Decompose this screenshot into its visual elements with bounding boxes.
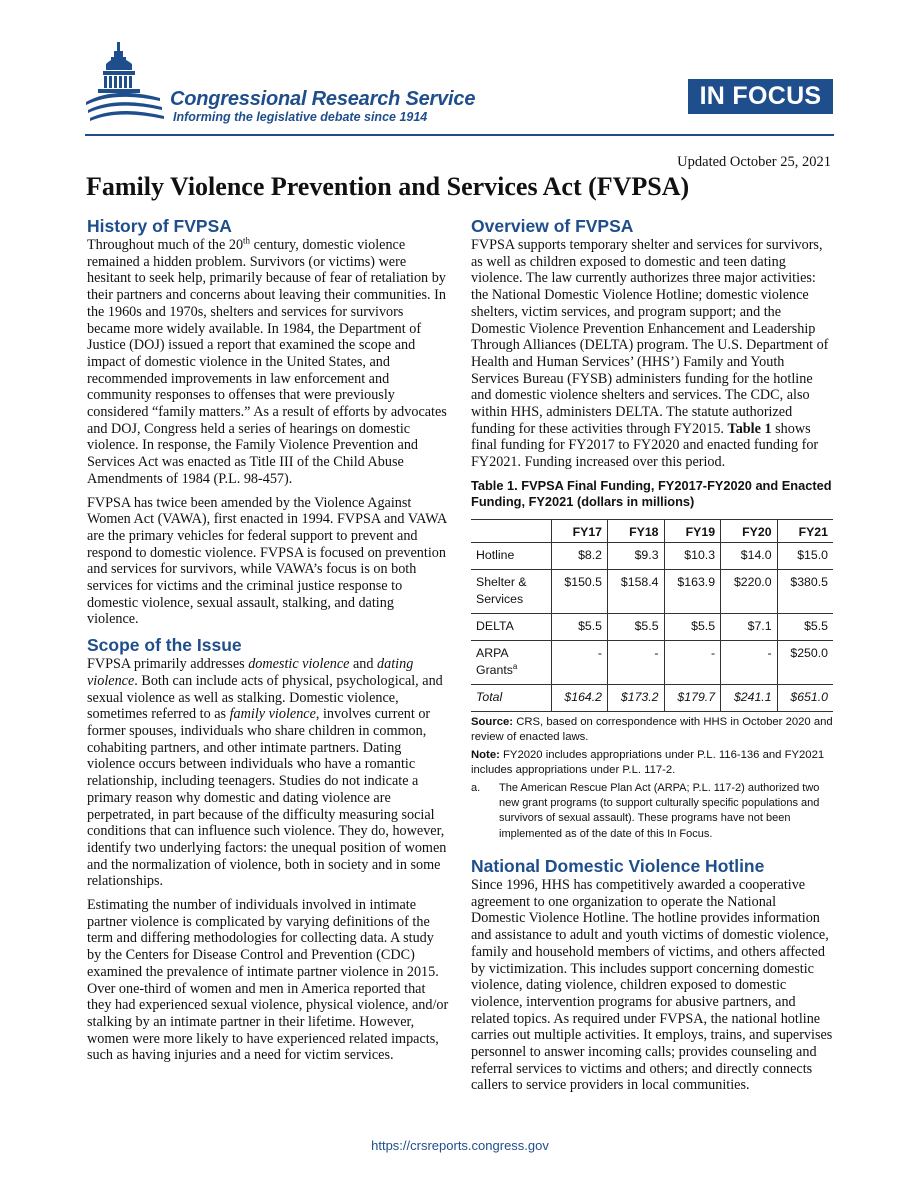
right-column (471, 214, 833, 1101)
column-header: FY20 (721, 519, 778, 542)
table-row (471, 640, 833, 684)
paragraph-vawa: FVPSA has twice been amended by the Violence Against Women Act (VAWA), first enacted in 1994. FVPSA and VAWA are the primary vehicles for federal support to prevent and respond to domestic violence. FVPSA is focused on prevention and services for survivors, while VAWA’s focus is on both services for victims and the criminal justice response to domestic violence, sexual assault, stalking, and dating violence. (87, 494, 447, 628)
row-label-text: ARPA Grants (476, 645, 513, 677)
row-label: DELTA (471, 613, 551, 640)
table-cell: $9.3 (608, 542, 665, 569)
table-cell: $5.5 (608, 613, 665, 640)
text-run: and (349, 656, 378, 673)
row-label: Shelter & Services (471, 569, 551, 613)
table-notes (471, 715, 833, 842)
paragraph-hotline: Since 1996, HHS has competitively awarded a cooperative agreement to one organization to operate the National Domestic Violence Hotline. The hotline provides information and assistance to adult and youth victims of domestic violence, family and household members of victims, and others affected by victimization. This includes support concerning domestic violence, dating violence, children exposed to domestic violence, intervention programs for abusive partners, and related topics. As required under FVPSA, the national hotline carries out multiple activities. It employs, trains, and supervises personnel to answer incoming calls; provides counseling and referral services to victims and others; and directly connects callers to service providers in local communities. (471, 877, 833, 1094)
paragraph-estimating: Estimating the number of individuals involved in intimate partner violence is complicated by varying definitions of the term and differing methodologies for collecting data. A study by the Centers for Disease Control and Prevention (CDC) examined the prevalence of intimate partner violence in 2015. Over one-third of women and men in America reported that they had experienced sexual violence, physical violence, and/or stalking by an intimate partner in their lifetime. However, women were more likely to have experienced related impacts, such as having injuries and a need for victim services. (87, 897, 449, 1064)
table-row (471, 569, 833, 613)
table-cell: $5.5 (551, 613, 608, 640)
capitol-dome-icon (84, 40, 166, 130)
left-column (87, 214, 449, 1071)
table-cell: $10.3 (664, 542, 721, 569)
table-cell: - (608, 640, 665, 684)
table-row (471, 542, 833, 569)
org-tagline: Informing the legislative debate since 1914 (173, 110, 428, 124)
row-label: Hotline (471, 542, 551, 569)
footnote-mark: a. (471, 781, 481, 794)
table-row (471, 613, 833, 640)
italic-term: domestic violence (248, 656, 350, 673)
in-focus-badge: IN FOCUS (688, 79, 833, 114)
table-cell: $14.0 (721, 542, 778, 569)
page-header (0, 0, 920, 140)
footnote-marker: a (512, 661, 518, 671)
section-heading-scope: Scope of the Issue (87, 635, 242, 656)
column-header: FY17 (551, 519, 608, 542)
source-label: Source: (471, 715, 514, 728)
section-heading-history: History of FVPSA (87, 216, 232, 236)
table-cell: $5.5 (777, 613, 833, 640)
table-cell: $250.0 (777, 640, 833, 684)
table-header-row (471, 519, 833, 542)
updated-date: Updated October 25, 2021 (677, 154, 831, 170)
table-cell: $15.0 (777, 542, 833, 569)
table-cell: $173.2 (608, 684, 665, 711)
header-divider (85, 134, 834, 136)
table-cell: $241.1 (721, 684, 778, 711)
text-run: , involves current or former spouses, individuals who share children in common, cohabiting partners, and other intimate partners. Dating violence occurs between individuals who have a romantic relationship, including teenagers. Studies do not indicate a primary reason why domestic and dating violence are perpetrated, in part because of the difficulty measuring social conditions that can influence such violence. They do, however, identify two underlying factors: the unequal position of women and the normalization of violence, both in society and in some relationships. (87, 706, 447, 890)
table-cell: $380.5 (777, 569, 833, 613)
table-cell: - (721, 640, 778, 684)
table-caption: Table 1. FVPSA Final Funding, FY2017-FY2020 and Enacted Funding, FY2021 (dollars in millions) (471, 477, 832, 509)
document-title: Family Violence Prevention and Services Act (FVPSA) (86, 172, 690, 201)
note-text: FY2020 includes appropriations under P.L. 116-136 and FY2021 includes appropriations under P.L. 117-2. (471, 748, 825, 777)
paragraph-scope (87, 656, 449, 890)
table-cell: - (551, 640, 608, 684)
source-text: CRS, based on correspondence with HHS in October 2020 and review of enacted laws. (471, 715, 833, 744)
column-header: FY19 (664, 519, 721, 542)
paragraph-history (87, 237, 449, 488)
table-note (471, 748, 833, 779)
org-name: Congressional Research Service (170, 88, 476, 110)
footer-link[interactable]: https://crsreports.congress.gov (371, 1138, 549, 1153)
text-run: FVPSA supports temporary shelter and services for survivors, as well as children exposed to domestic and teen dating violence. The law currently authorizes three major activities: the National Domestic Violence Hotline; domestic violence shelters, victim services, and program support; and the Domestic Violence Prevention Enhancement and Leadership Through Alliances (DELTA) program. The U.S. Department of Health and Human Services’ (HHS’) Family and Youth Services Bureau (FYSB) administers funding for the hotline and domestic violence shelters and services. The CDC, also within HHS, administers DELTA. The statute authorized funding for these activities through FY2015. (471, 237, 829, 437)
text-run: shows final funding for FY2017 to FY2020 and enacted funding for FY2021. Funding increased over this period. (471, 420, 819, 471)
note-label: Note: (471, 748, 500, 761)
table-cell: $179.7 (664, 684, 721, 711)
table-cell: $164.2 (551, 684, 608, 711)
table-cell: $220.0 (721, 569, 778, 613)
row-label: Total (471, 684, 551, 711)
row-label (471, 640, 551, 684)
column-header: FY18 (608, 519, 665, 542)
paragraph-overview (471, 237, 833, 471)
funding-table (471, 519, 833, 712)
column-header: FY21 (777, 519, 833, 542)
footnote-text: The American Rescue Plan Act (ARPA; P.L. 117-2) authorized two new grant programs (to support culturally specific populations and survivors of sexual assault). These programs have not been implemented as of the date of this In Focus. (499, 781, 820, 840)
text-run: FVPSA primarily addresses (87, 656, 249, 673)
superscript: th (243, 235, 251, 246)
table-corner-cell (471, 519, 551, 542)
text-run: century, domestic violence remained a hidden problem. Survivors (or victims) were hesitant to seek help, primarily because of fear of retaliation by their partners and concerns about leaving their communities. In the 1960s and 1970s, shelters and services for survivors became more widely available. In 1984, the Department of Justice (DOJ) issued a report that examined the scope and impact of domestic violence in the United States, and recommended improvements in law enforcement and community responses to offenses that were previously considered “family matters.” As a result of efforts by advocates and DOJ, Congress held a series of hearings on domestic violence. In response, the Family Violence Prevention and Services Act was enacted as Title III of the Child Abuse Amendments of 1984 (P.L. 98-457). (87, 237, 447, 487)
table-reference: Table 1 (727, 420, 772, 437)
table-row-total (471, 684, 833, 711)
table-cell: $150.5 (551, 569, 608, 613)
italic-term: family violence (229, 706, 316, 723)
table-cell: $158.4 (608, 569, 665, 613)
table-cell: - (664, 640, 721, 684)
table-cell: $8.2 (551, 542, 608, 569)
table-cell: $651.0 (777, 684, 833, 711)
table-cell: $7.1 (721, 613, 778, 640)
section-heading-overview: Overview of FVPSA (471, 216, 634, 236)
table-cell: $163.9 (664, 569, 721, 613)
table-footnote (471, 781, 833, 842)
italic-term: dating violence (87, 656, 414, 689)
section-heading-hotline: National Domestic Violence Hotline (471, 856, 765, 877)
text-run: Throughout much of the 20 (87, 237, 244, 253)
table-source (471, 715, 833, 746)
text-run: . Both can include acts of physical, psychological, and sexual violence as well as stalking. Domestic violence, sometimes referred to as (87, 672, 443, 723)
table-cell: $5.5 (664, 613, 721, 640)
